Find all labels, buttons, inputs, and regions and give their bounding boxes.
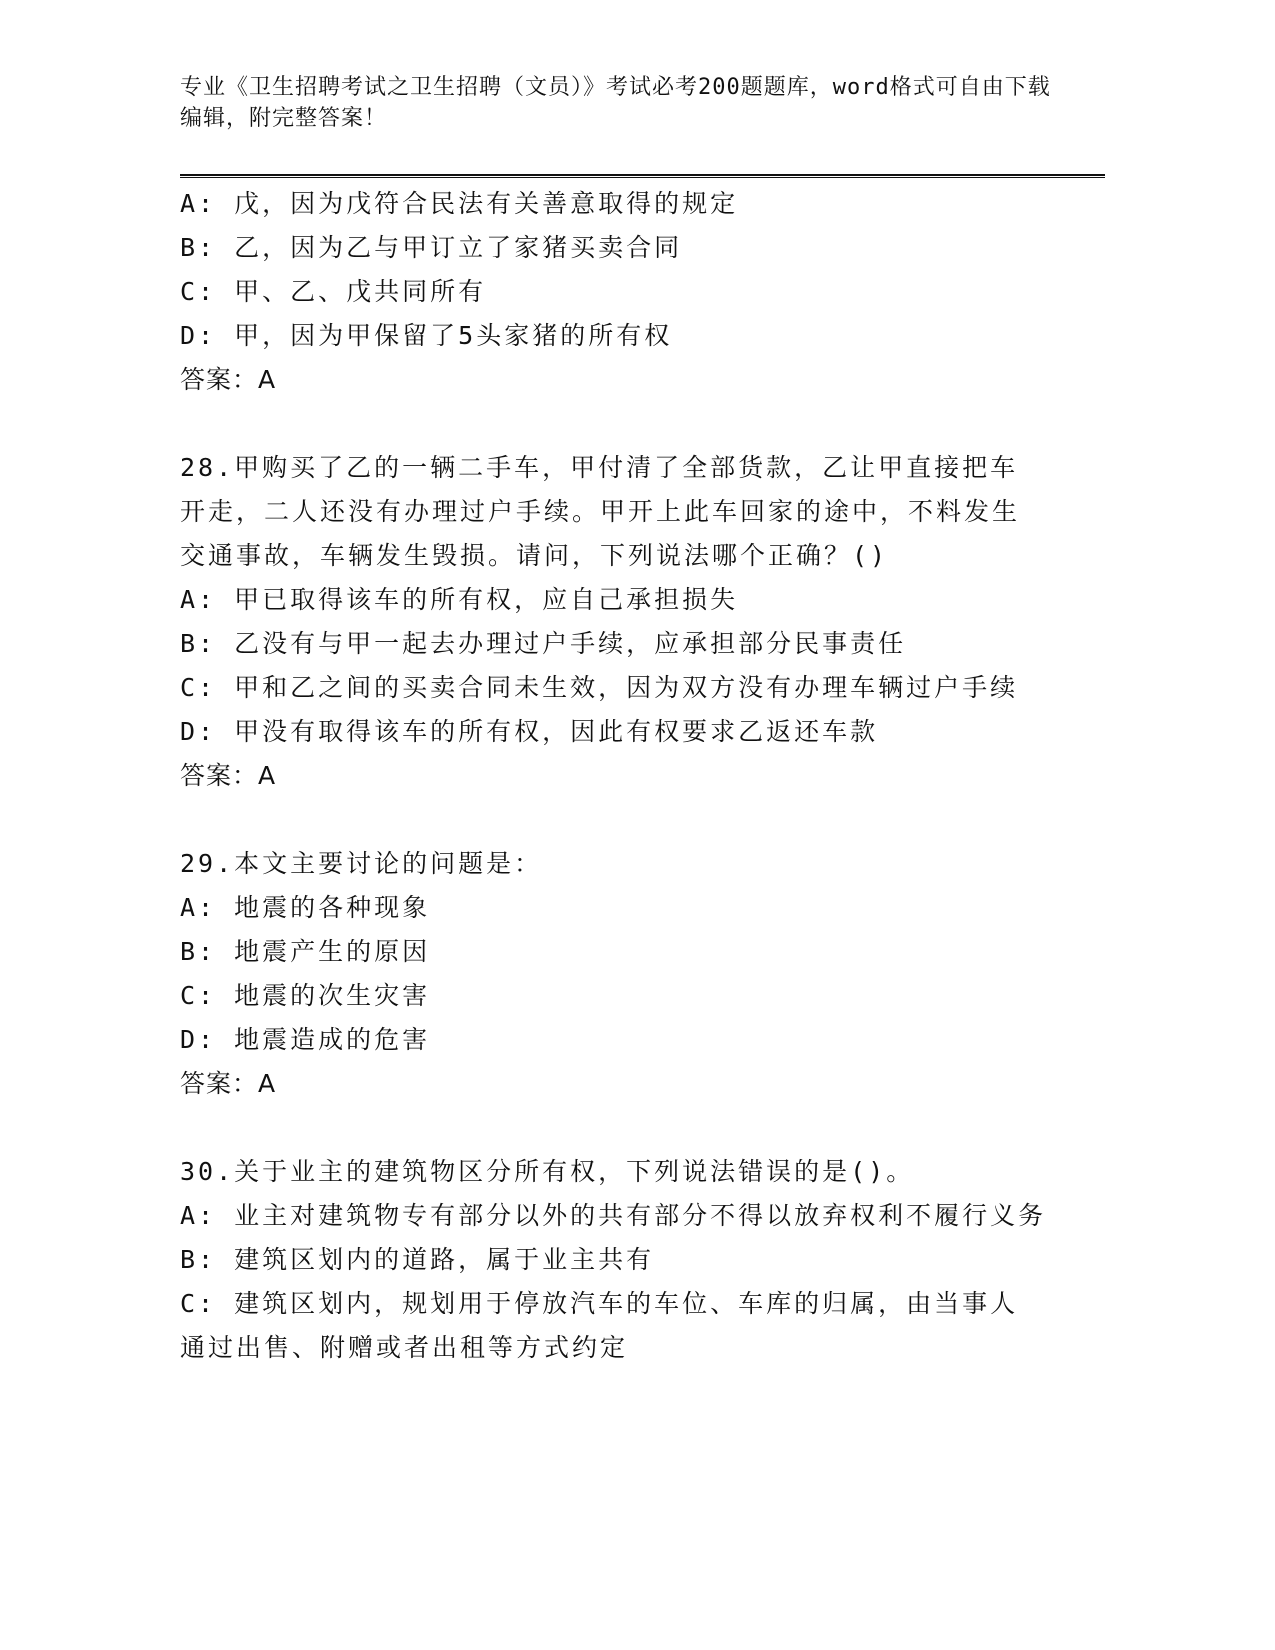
header-divider: [180, 174, 1105, 178]
option-c: C: 甲、乙、戊共同所有: [180, 277, 487, 306]
option-b: B: 乙，因为乙与甲订立了家猪买卖合同: [180, 233, 683, 262]
option-a: A: 戊，因为戊符合民法有关善意取得的规定: [180, 189, 739, 218]
answer: 答案：A: [180, 365, 277, 394]
option-d: D: 甲，因为甲保留了5头家猪的所有权: [180, 321, 673, 350]
spacer: [180, 1106, 1040, 1150]
question-27: [180, 182, 1040, 402]
question-28: [180, 446, 1040, 798]
option-a: A: 甲已取得该车的所有权，应自己承担损失: [180, 585, 739, 614]
option-b: B: 建筑区划内的道路，属于业主共有: [180, 1245, 655, 1274]
option-d: D: 甲没有取得该车的所有权，因此有权要求乙返还车款: [180, 717, 879, 746]
option-d: D: 地震造成的危害: [180, 1025, 431, 1054]
option-b: B: 地震产生的原因: [180, 937, 431, 966]
option-a: A: 地震的各种现象: [180, 893, 431, 922]
option-c: C: 建筑区划内，规划用于停放汽车的车位、车库的归属，由当事人通过出售、附赠或者出租等方式约定: [180, 1289, 1019, 1362]
question-stem: 29.本文主要讨论的问题是：: [180, 849, 543, 878]
question-stem: 30.关于业主的建筑物区分所有权，下列说法错误的是()。: [180, 1157, 915, 1186]
question-list: [180, 182, 1047, 1370]
document-header: 专业《卫生招聘考试之卫生招聘（文员）》考试必考200题题库，word格式可自由下载编辑，附完整答案！: [180, 75, 1051, 131]
question-29: [180, 842, 1040, 1106]
option-a: A: 业主对建筑物专有部分以外的共有部分不得以放弃权利不履行义务: [180, 1201, 1047, 1230]
option-b: B: 乙没有与甲一起去办理过户手续，应承担部分民事责任: [180, 629, 907, 658]
answer: 答案：A: [180, 1069, 277, 1098]
answer: 答案：A: [180, 761, 277, 790]
option-c: C: 甲和乙之间的买卖合同未生效，因为双方没有办理车辆过户手续: [180, 673, 1019, 702]
spacer: [180, 402, 1040, 446]
option-c: C: 地震的次生灾害: [180, 981, 431, 1010]
question-30: [180, 1150, 1047, 1370]
spacer: [180, 798, 1040, 842]
question-stem: 28.甲购买了乙的一辆二手车，甲付清了全部货款，乙让甲直接把车开走，二人还没有办理过户手续。甲开上此车回家的途中，不料发生交通事故，车辆发生毁损。请问，下列说法哪个正确？(): [180, 453, 1021, 570]
